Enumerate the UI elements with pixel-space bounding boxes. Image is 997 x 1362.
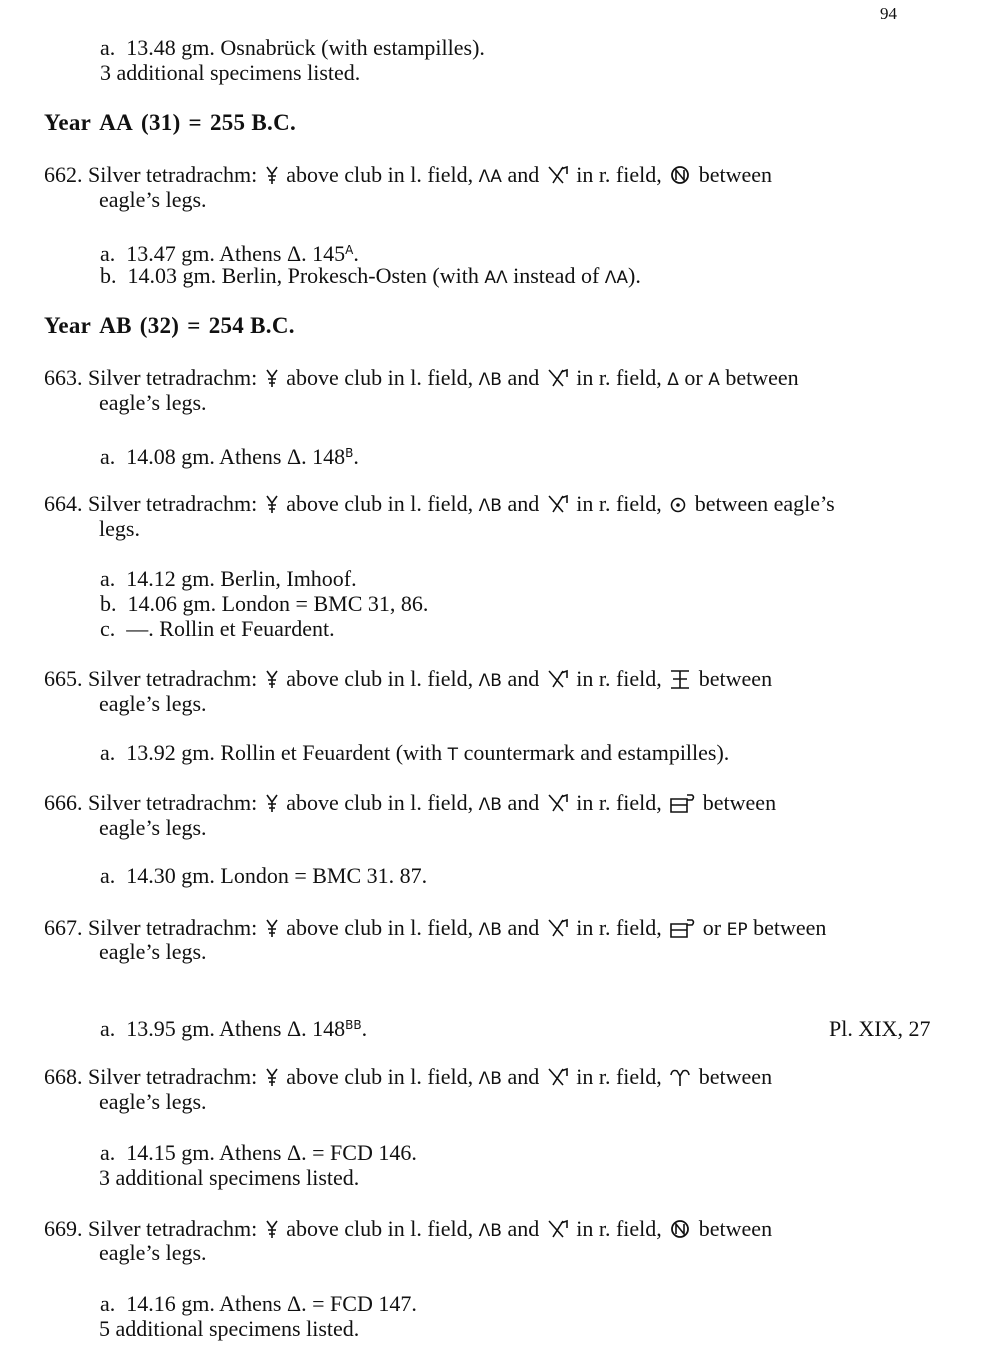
entry-669-line2: eagle’s legs.	[99, 1240, 207, 1265]
entry-669-line1: 669. Silver tetradrachm: above club in l. field, ΛB and in r. field, between	[44, 1216, 773, 1241]
entry-662-line1: 662. Silver tetradrachm: above club in l. field, ΛA and in r. field, between	[44, 162, 773, 187]
monogram-x-icon	[547, 368, 569, 388]
entry-664-a: a. 14.12 gm. Berlin, Imhoof.	[100, 566, 357, 591]
entry-666-a: a. 14.30 gm. London = BMC 31. 87.	[100, 863, 428, 888]
monogram-icon	[265, 1067, 279, 1087]
monogram-icon	[265, 793, 279, 813]
entry-669-extra: 5 additional specimens listed.	[99, 1316, 360, 1341]
entry-664-line1: 664. Silver tetradrachm: above club in l. field, ΛB and in r. field, between eagle’s	[44, 491, 835, 516]
entry-666-line1: 666. Silver tetradrachm: above club in l. field, ΛB and in r. field, between	[44, 790, 777, 815]
entry-663-line1: 663. Silver tetradrachm: above club in l. field, ΛB and in r. field, Δ or A between	[44, 365, 799, 390]
entry-664-b: b. 14.06 gm. London = BMC 31, 86.	[100, 591, 429, 616]
page-number: 94	[880, 4, 897, 23]
monogram-x-icon	[547, 918, 569, 938]
monogram-ep-icon	[669, 918, 695, 938]
monogram-icon	[265, 165, 279, 185]
monogram-x-icon	[547, 669, 569, 689]
entry-663-a: a. 14.08 gm. Athens Δ. $148^B$.	[100, 444, 359, 469]
monogram-icon	[265, 368, 279, 388]
entry-662-line2: eagle’s legs.	[99, 187, 207, 212]
entry-668-line1: 668. Silver tetradrachm: above club in l. field, ΛB and in r. field, between	[44, 1064, 773, 1089]
entry-667-line1: 667. Silver tetradrachm: above club in l. field, ΛB and in r. field, or EP between	[44, 915, 827, 940]
circle-monogram-icon	[669, 1219, 691, 1239]
monogram-icon	[265, 669, 279, 689]
year-heading-31: Year ΑΑ (31) = 255 B.C.	[44, 110, 297, 135]
monogram-icon	[265, 494, 279, 514]
monogram-x-icon	[547, 1067, 569, 1087]
entry-668-line2: eagle’s legs.	[99, 1089, 207, 1114]
entry-665-line1: 665. Silver tetradrachm: above club in l. field, ΛB and in r. field, between	[44, 666, 773, 691]
entry-664-line2: legs.	[99, 516, 140, 541]
monogram-x-icon	[547, 165, 569, 185]
monogram-i-icon	[669, 669, 691, 689]
entry-667-line2: eagle’s legs.	[99, 939, 207, 964]
entry-668-extra: 3 additional specimens listed.	[99, 1165, 360, 1190]
plate-reference: Pl. XIX, 27	[829, 1016, 931, 1041]
monogram-ep-icon	[669, 793, 695, 813]
entry-667-a: a. 13.95 gm. Athens Δ. $148^{BB}$.	[100, 1016, 368, 1041]
monogram-icon	[265, 1219, 279, 1239]
entry-662-b: b. 14.03 gm. Berlin, Prokesch-Osten (with AΛ instead of ΛA).	[100, 263, 641, 288]
top-entry-a: a. 13.48 gm. Osnabrück (with estampilles).	[100, 35, 485, 60]
circle-monogram-icon	[669, 165, 691, 185]
monogram-x-icon	[547, 1219, 569, 1239]
entry-665-line2: eagle’s legs.	[99, 691, 207, 716]
monogram-icon	[265, 918, 279, 938]
entry-663-line2: eagle’s legs.	[99, 390, 207, 415]
top-extra: 3 additional specimens listed.	[100, 60, 361, 85]
entry-664-c: c. —. Rollin et Feuardent.	[100, 616, 335, 641]
entry-666-line2: eagle’s legs.	[99, 815, 207, 840]
entry-665-a: a. 13.92 gm. Rollin et Feuardent (with T countermark and estampilles).	[100, 740, 730, 765]
entry-668-a: a. 14.15 gm. Athens Δ. = FCD 146.	[100, 1140, 417, 1165]
dotted-circle-icon	[669, 494, 687, 514]
entry-669-a: a. 14.16 gm. Athens Δ. = FCD 147.	[100, 1291, 417, 1316]
monogram-x-icon	[547, 494, 569, 514]
upsilon-symbol-icon	[669, 1067, 691, 1087]
entry-662-a: a. 13.47 gm. Athens Δ. $145^A$.	[100, 241, 359, 266]
year-heading-32: Year ΑΒ (32) = 254 B.C.	[44, 313, 295, 338]
monogram-x-icon	[547, 793, 569, 813]
